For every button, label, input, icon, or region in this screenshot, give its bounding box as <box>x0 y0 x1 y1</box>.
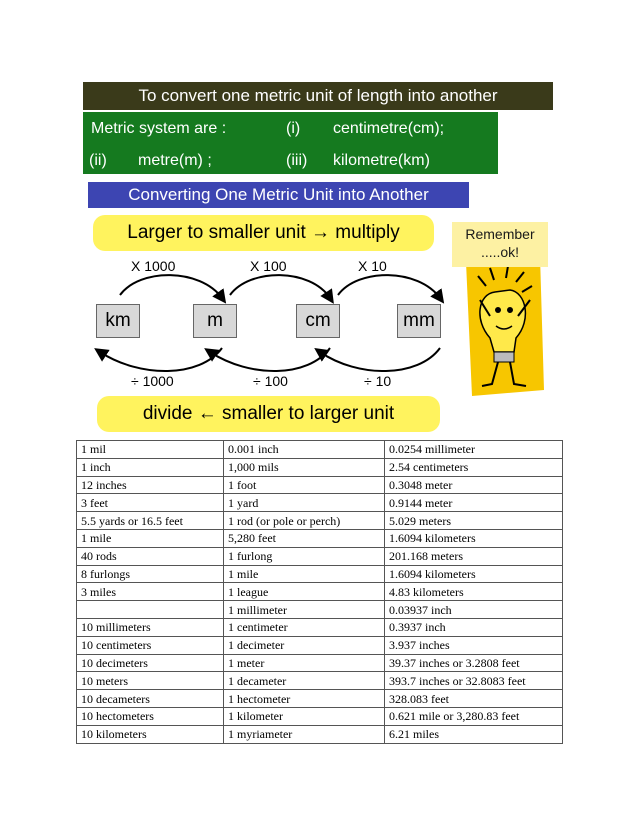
table-cell: 8 furlongs <box>77 565 224 583</box>
table-row <box>77 512 563 530</box>
table-cell: 10 decameters <box>77 690 224 708</box>
table-cell <box>77 601 224 619</box>
table-cell: 40 rods <box>77 547 224 565</box>
table-cell: 0.3048 meter <box>385 476 563 494</box>
table-cell: 1 mile <box>224 565 385 583</box>
table-cell: 3 feet <box>77 494 224 512</box>
metric-item-kilometre: kilometre(km) <box>333 152 430 169</box>
table-cell: 393.7 inches or 32.8083 feet <box>385 672 563 690</box>
table-cell: 1 rod (or pole or perch) <box>224 512 385 530</box>
divide-factor-label: ÷ 1000 <box>131 373 174 389</box>
page-title: To convert one metric unit of length into another <box>83 82 553 110</box>
table-cell: 10 decimeters <box>77 654 224 672</box>
table-row <box>77 601 563 619</box>
section-subtitle: Converting One Metric Unit into Another <box>88 182 469 208</box>
table-cell: 0.03937 inch <box>385 601 563 619</box>
conversion-table <box>76 440 563 744</box>
metric-item-centimetre: centimetre(cm); <box>333 120 445 137</box>
table-cell: 328.083 feet <box>385 690 563 708</box>
divide-factor-label: ÷ 100 <box>253 373 288 389</box>
table-row <box>77 529 563 547</box>
table-row <box>77 690 563 708</box>
table-cell: 5.5 yards or 16.5 feet <box>77 512 224 530</box>
multiply-arrow <box>338 275 440 298</box>
divide-arrow <box>210 348 330 371</box>
table-cell: 1 decameter <box>224 672 385 690</box>
table-cell: 5,280 feet <box>224 529 385 547</box>
table-cell: 1 millimeter <box>224 601 385 619</box>
lightbulb-icon <box>466 256 544 396</box>
multiply-arrow <box>230 275 330 298</box>
table-cell: 10 hectometers <box>77 707 224 725</box>
table-cell: 1 myriameter <box>224 725 385 743</box>
table-cell: 1 hectometer <box>224 690 385 708</box>
table-cell: 0.9144 meter <box>385 494 563 512</box>
table-cell: 2.54 centimeters <box>385 458 563 476</box>
table-row <box>77 583 563 601</box>
table-cell: 201.168 meters <box>385 547 563 565</box>
unit-box-cm: cm <box>296 304 340 338</box>
table-cell: 6.21 miles <box>385 725 563 743</box>
table-cell: 1 inch <box>77 458 224 476</box>
multiply-factor-label: X 10 <box>358 258 387 274</box>
table-cell: 10 kilometers <box>77 725 224 743</box>
table-row <box>77 636 563 654</box>
conversion-table-body <box>77 441 563 744</box>
metric-item-metre: metre(m) ; <box>138 152 212 169</box>
table-row <box>77 547 563 565</box>
table-cell: 4.83 kilometers <box>385 583 563 601</box>
table-cell: 39.37 inches or 3.2808 feet <box>385 654 563 672</box>
table-cell: 1 decimeter <box>224 636 385 654</box>
table-cell: 1 meter <box>224 654 385 672</box>
metric-item-marker: (ii) <box>89 152 107 169</box>
table-cell: 1 league <box>224 583 385 601</box>
multiply-rule-banner: Larger to smaller unit → multiply <box>93 215 434 251</box>
table-cell: 0.001 inch <box>224 441 385 459</box>
table-row <box>77 654 563 672</box>
table-cell: 5.029 meters <box>385 512 563 530</box>
table-cell: 3 miles <box>77 583 224 601</box>
table-row <box>77 618 563 636</box>
table-row <box>77 441 563 459</box>
table-cell: 1 mil <box>77 441 224 459</box>
table-cell: 10 meters <box>77 672 224 690</box>
divide-arrow <box>320 348 440 371</box>
table-cell: 0.621 mile or 3,280.83 feet <box>385 707 563 725</box>
divide-factor-label: ÷ 10 <box>364 373 392 389</box>
table-row <box>77 494 563 512</box>
table-cell: 1.6094 kilometers <box>385 529 563 547</box>
table-cell: 10 centimeters <box>77 636 224 654</box>
multiply-arrow <box>120 275 222 298</box>
multiply-factor-label: X 1000 <box>131 258 176 274</box>
table-cell: 1 mile <box>77 529 224 547</box>
remember-ok-text: .....ok! <box>480 244 520 260</box>
metric-label: Metric system are : <box>91 120 227 137</box>
unit-box-mm: mm <box>397 304 441 338</box>
metric-item-marker: (i) <box>286 120 301 137</box>
table-cell: 1 yard <box>224 494 385 512</box>
table-cell: 0.3937 inch <box>385 618 563 636</box>
divide-rule-banner: divide ← smaller to larger unit <box>97 396 440 432</box>
table-cell: 0.0254 millimeter <box>385 441 563 459</box>
table-row <box>77 672 563 690</box>
metric-item-marker: (iii) <box>286 152 308 169</box>
multiply-factor-label: X 100 <box>250 258 287 274</box>
table-cell: 1 foot <box>224 476 385 494</box>
table-row <box>77 458 563 476</box>
table-cell: 12 inches <box>77 476 224 494</box>
table-row <box>77 565 563 583</box>
table-cell: 1 centimeter <box>224 618 385 636</box>
unit-box-km: km <box>96 304 140 338</box>
unit-box-m: m <box>193 304 237 338</box>
table-cell: 3.937 inches <box>385 636 563 654</box>
table-row <box>77 725 563 743</box>
table-row <box>77 707 563 725</box>
table-cell: 1.6094 kilometers <box>385 565 563 583</box>
remember-text: Remember <box>465 226 535 242</box>
table-cell: 1,000 mils <box>224 458 385 476</box>
table-cell: 1 kilometer <box>224 707 385 725</box>
table-cell: 10 millimeters <box>77 618 224 636</box>
table-row <box>77 476 563 494</box>
divide-arrow <box>100 348 222 371</box>
remember-note <box>452 222 548 267</box>
table-cell: 1 furlong <box>224 547 385 565</box>
